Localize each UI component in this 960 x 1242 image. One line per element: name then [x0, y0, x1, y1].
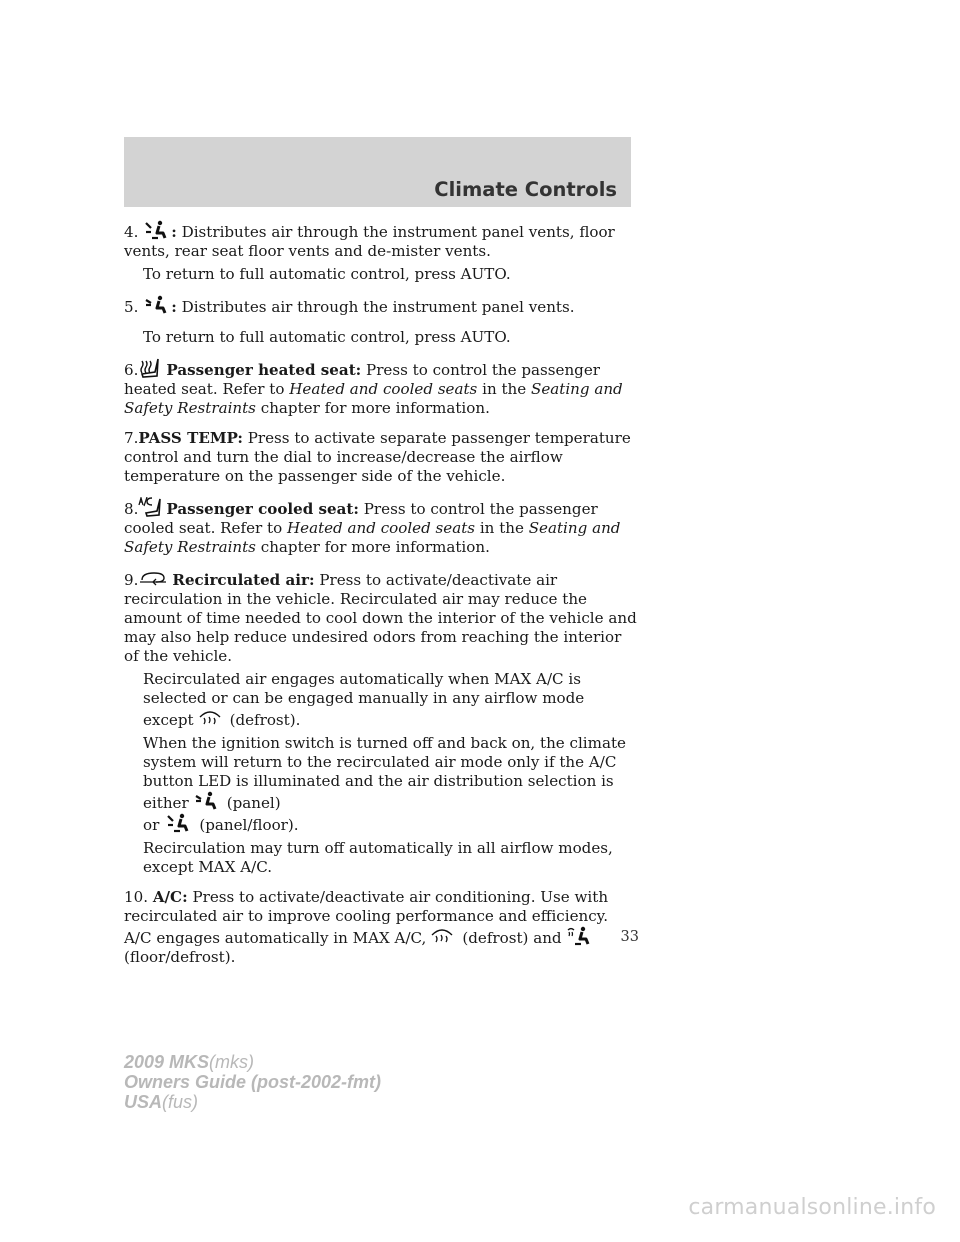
list-item-4: 4. : Distributes air through the instrument panel vents, floor vents, rear seat floor vents and de-mister vents. [124, 220, 639, 261]
footer-line-2: Owners Guide (post-2002-fmt) [124, 1072, 382, 1092]
list-item-9-note-1: Recirculated air engages automatically when MAX A/C is selected or can be engaged manually in any airflow mode except (defrost). [143, 670, 585, 729]
heated-seat-icon [138, 358, 164, 378]
list-item-4-note: To return to full automatic control, press AUTO. [143, 265, 511, 283]
recirculation-icon [138, 568, 170, 588]
panel-floor-icon [143, 220, 169, 240]
floor-defrost-icon [566, 926, 592, 946]
section-header-band [124, 137, 631, 207]
watermark: carmanualsonline.info [688, 1195, 936, 1220]
panel-vent-icon [143, 295, 169, 315]
footer-line-3: USA(fus) [124, 1092, 199, 1112]
panel-floor-icon [165, 813, 191, 833]
page-number: 33 [620, 929, 639, 945]
list-item-9-note-2: When the ignition switch is turned off and back on, the climate system will return to the recirculated air mode only if the A/C button LED is illuminated and the air distribution selection is either (panel) or (panel/floor). [143, 734, 626, 834]
list-item-8: 8. Passenger cooled seat: Press to control the passenger cooled seat. Refer to Heated and cooled seats in the Seating and Safety Restraints chapter for more information. [124, 497, 639, 557]
list-item-6: 6. Passenger heated seat: Press to control the passenger heated seat. Refer to Heated and cooled seats in the Seating and Safety Restraints chapter for more information. [124, 358, 639, 418]
list-item-5-note: To return to full automatic control, press AUTO. [143, 328, 511, 346]
defrost-icon [198, 708, 222, 728]
cooled-seat-icon [138, 497, 164, 517]
footer-line-1: 2009 MKS(mks) [124, 1052, 255, 1072]
defrost-icon [430, 926, 454, 946]
list-item-9-note-3: Recirculation may turn off automatically in all airflow modes, except MAX A/C. [143, 839, 613, 876]
panel-vent-icon [193, 791, 219, 811]
list-item-9: 9. Recirculated air: Press to activate/deactivate air recirculation in the vehicle. Recirculated air may reduce the amount of time needed to cool down the interior of the vehicle and may also help reduce undesired odors from reaching the interior of the vehicle. [124, 568, 639, 666]
list-item-5: 5. : Distributes air through the instrument panel vents. [124, 295, 639, 317]
document-footer [124, 1052, 381, 1112]
page-content [124, 220, 639, 978]
section-title: Climate Controls [434, 178, 617, 201]
list-item-7: 7.PASS TEMP: Press to activate separate passenger temperature control and turn the dial to increase/decrease the airflow temperature on the passenger side of the vehicle. [124, 429, 631, 485]
list-item-10: 10. A/C: Press to activate/deactivate air conditioning. Use with recirculated air to improve cooling performance and efficiency. A/C engages automatically in MAX A/C, (defrost) and (floor/defrost). [124, 888, 609, 966]
